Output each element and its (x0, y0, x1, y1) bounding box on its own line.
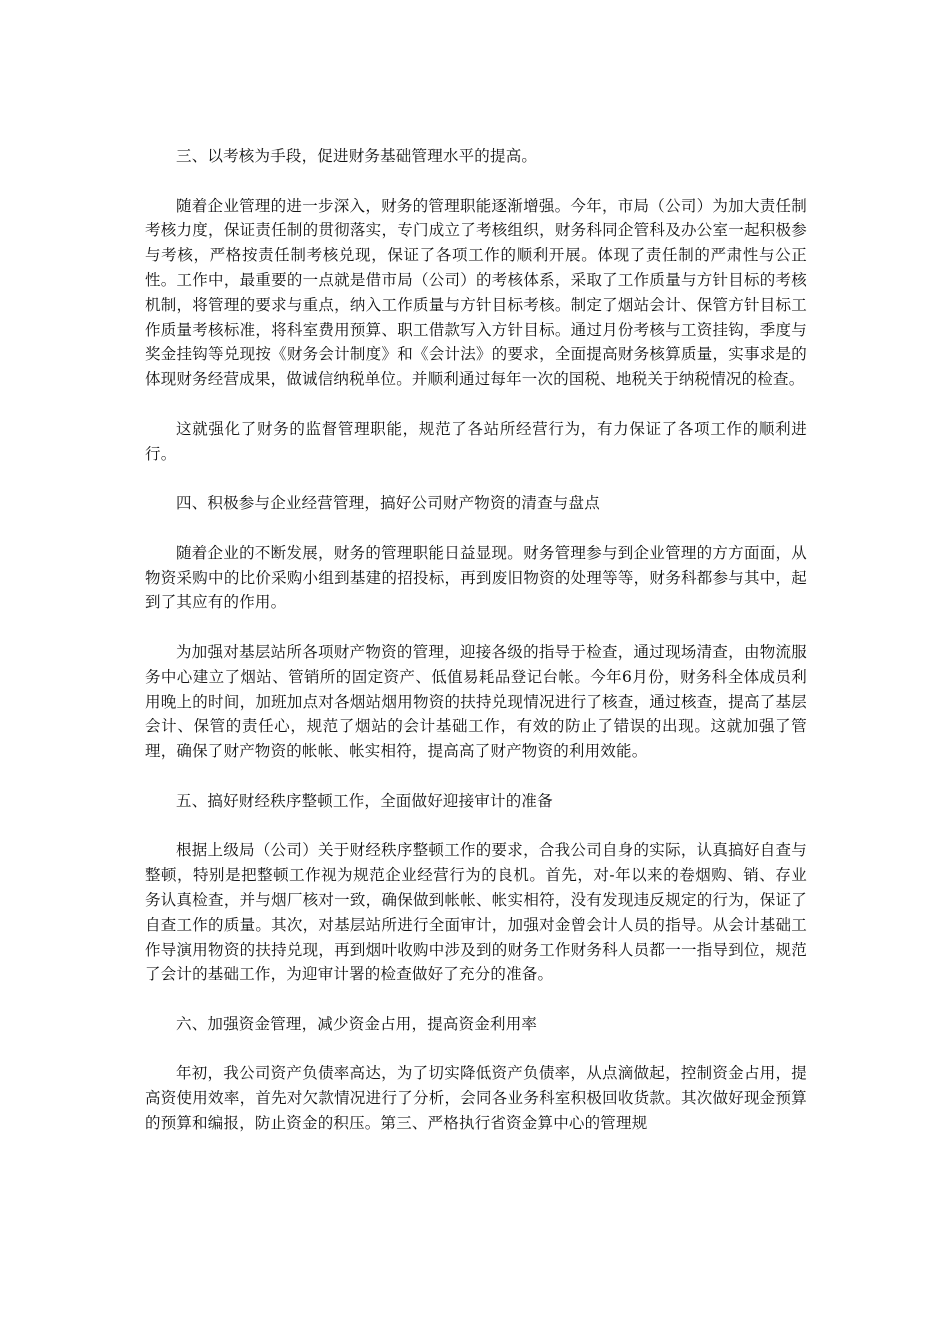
section-5-heading: 五、搞好财经秩序整顿工作，全面做好迎接审计的准备 (176, 791, 553, 810)
section-5-paragraph-1: 根据上级局（公司）关于财经秩序整顿工作的要求，合我公司自身的实际，认真搞好自查与整顿，特别是把整顿工作视为规范企业经营行为的良机。首先，对-年以来的卷烟购、销、存业务认真检查，并与烟厂核对一致，确保做到帐帐、帐实相符，没有发现违反规定的行为，保证了自查工作的质量。其次，对基层站所进行全面审计，加强对金曾会计人员的指导。从会计基础工作导演用物资的扶持兑现，再到烟叶收购中涉及到的财务工作财务科人员都一一指导到位，规范了会计的基础工作，为迎审计署的检查做好了充分的准备。 (145, 841, 807, 984)
section-6-paragraph-1: 年初，我公司资产负债率高达，为了切实降低资产负债率，从点滴做起，控制资金占用，提高资使用效率，首先对欠款情况进行了分析，会同各业务科室积极回收货款。其次做好现金预算的预算和编报，防止资金的积压。第三、严格执行省资金算中心的管理规 (145, 1064, 807, 1133)
section-3-heading: 三、以考核为手段，促进财务基础管理水平的提高。 (176, 147, 538, 165)
section-4-paragraph-2: 为加强对基层站所各项财产物资的管理，迎接各级的指导于检查，通过现场清查，由物流服务中心建立了烟站、管销所的固定资产、低值易耗品登记台帐。今年6月份，财务科全体成员利用晚上的时间，加班加点对各烟站烟用物资的扶持兑现情况进行了核查，通过核查，提高了基层会计、保管的责任心，规范了烟站的会计基础工作，有效的防止了错误的出现。这就加强了管理，确保了财产物资的帐帐、帐实相符，提高高了财产物资的利用效能。 (145, 642, 807, 761)
section-4-heading: 四、积极参与企业经营管理，搞好公司财产物资的清查与盘点 (176, 494, 600, 513)
section-3-paragraph-2: 这就强化了财务的监督管理职能，规范了各站所经营行为，有力保证了各项工作的顺利进行。 (145, 419, 807, 463)
section-6-heading: 六、加强资金管理，减少资金占用，提高资金利用率 (176, 1014, 538, 1033)
document-page (145, 144, 807, 1161)
section-4-paragraph-1: 随着企业的不断发展，财务的管理职能日益显现。财务管理参与到企业管理的方方面面，从物资采购中的比价采购小组到基建的招投标，再到废旧物资的处理等等，财务科都参与其中，起到了其应有的作用。 (145, 543, 807, 612)
section-3-paragraph-1: 随着企业管理的进一步深入，财务的管理职能逐渐增强。今年，市局（公司）为加大责任制考核力度，保证责任制的贯彻落实，专门成立了考核组织，财务科同企管科及办公室一起积极参与考核，严格按责任制考核兑现，保证了各项工作的顺利开展。体现了责任制的严肃性与公正性。工作中，最重要的一点就是借市局（公司）的考核体系，采取了工作质量与方针目标的考核机制，将管理的要求与重点，纳入工作质量与方针目标考核。制定了烟站会计、保管方针目标工作质量考核标准，将科室费用预算、职工借款写入方针目标。通过月份考核与工资挂钩，季度与奖金挂钩等兑现按《财务会计制度》和《会计法》的要求，全面提高财务核算质量，实事求是的体现财务经营成果，做诚信纳税单位。并顺利通过每年一次的国税、地税关于纳税情况的检查。 (145, 196, 807, 389)
